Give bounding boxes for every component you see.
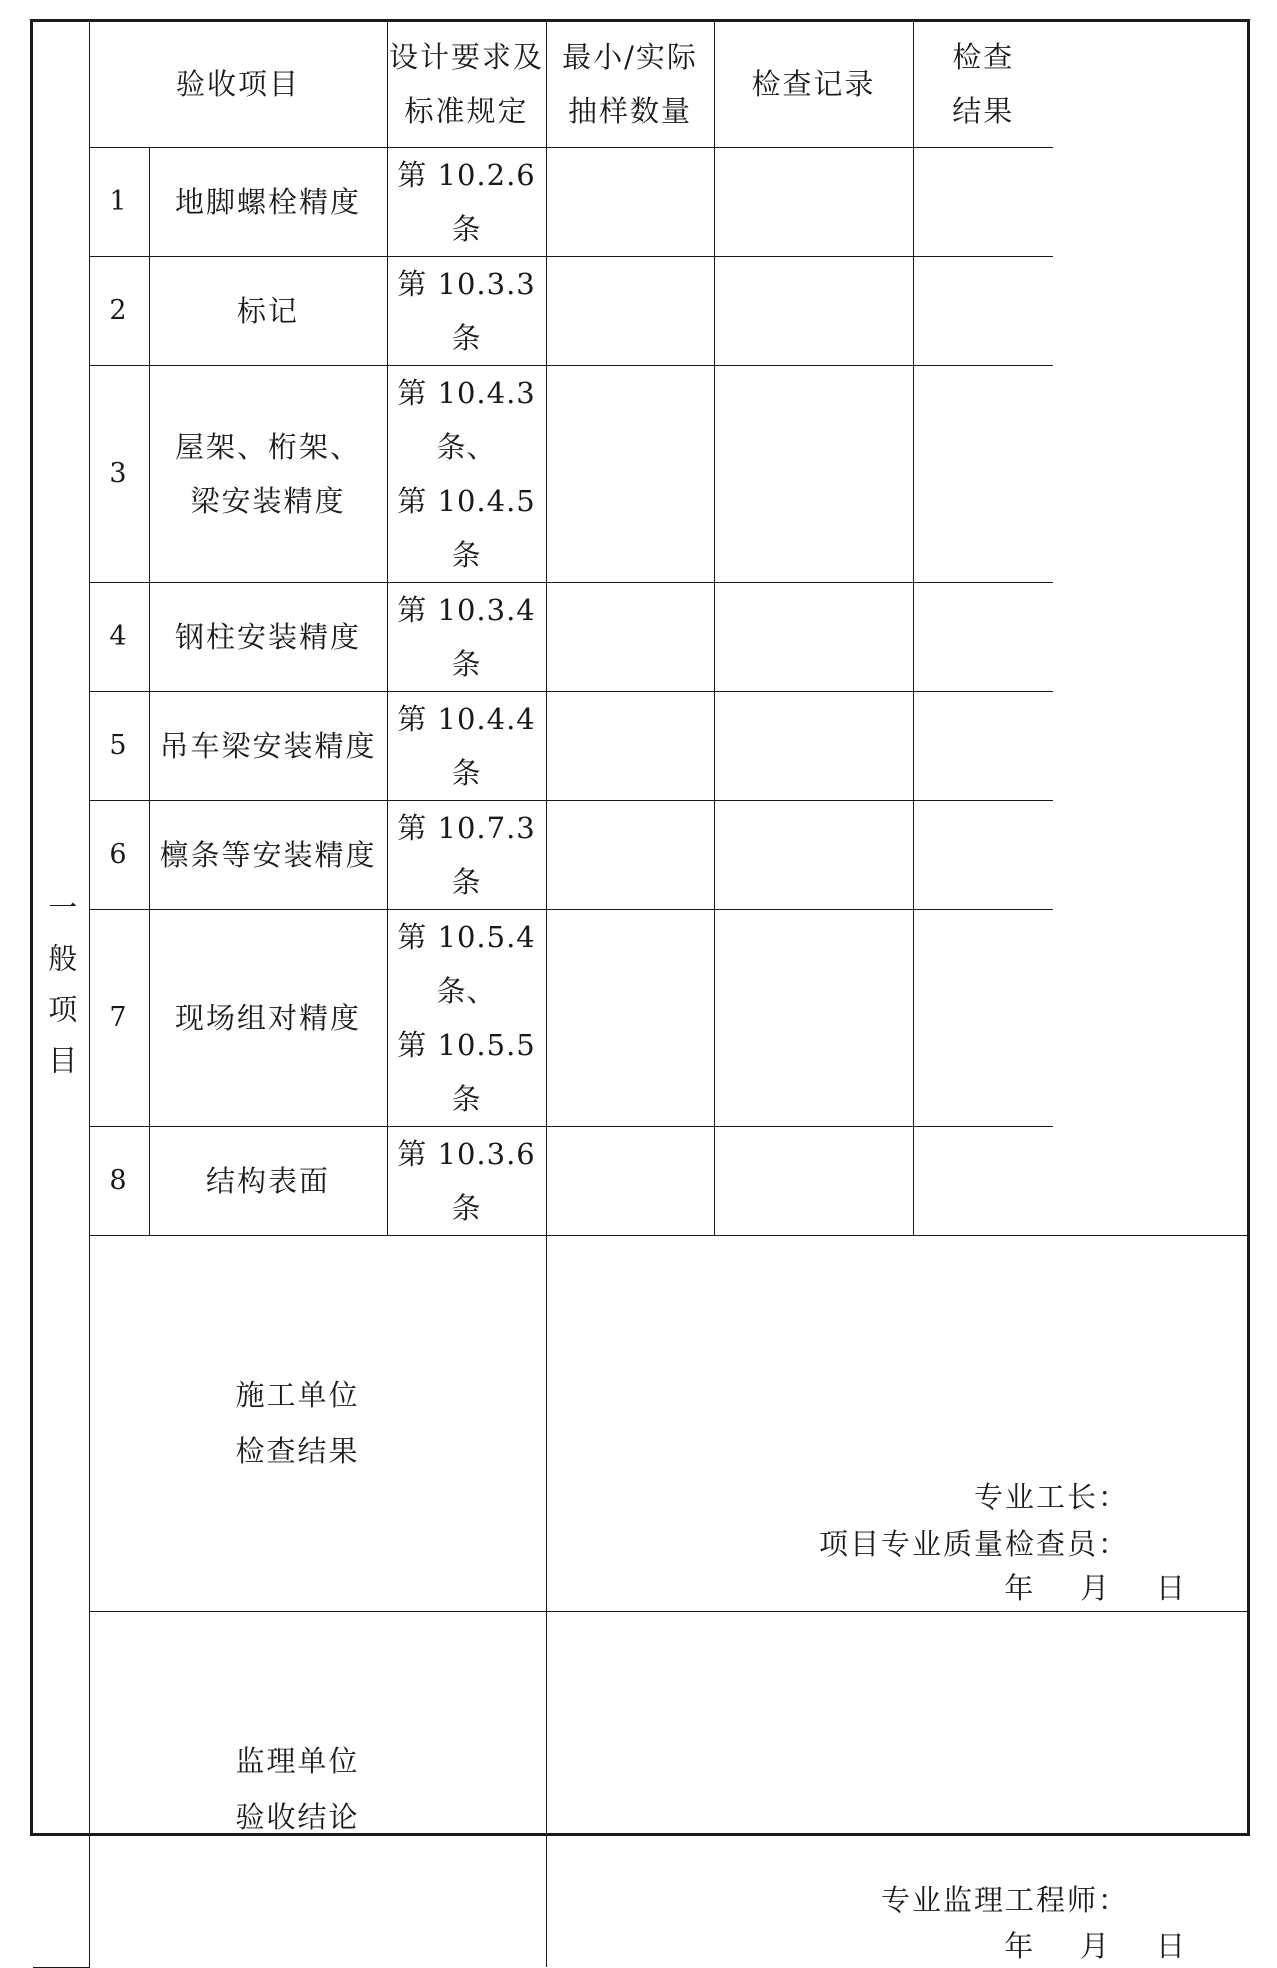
foreman-label: 专业工长： — [973, 1479, 1129, 1514]
row-item-name: 结构表面 — [149, 1126, 387, 1235]
supervising-engineer-label: 专业监理工程师： — [880, 1882, 1129, 1917]
header-sample: 最小/实际 抽样数量 — [546, 22, 714, 147]
row-record-cell[interactable] — [714, 909, 913, 1126]
construction-row — [33, 1235, 1247, 1611]
row-record-cell[interactable] — [714, 800, 913, 909]
row-clause: 第 10.4.4 条 — [387, 691, 546, 800]
row-record-cell[interactable] — [714, 365, 913, 582]
row-number: 3 — [89, 365, 149, 582]
row-number: 6 — [89, 800, 149, 909]
header-row — [33, 22, 1247, 147]
quality-inspector-label: 项目专业质量检查员： — [818, 1526, 1129, 1561]
row-record-cell[interactable] — [714, 582, 913, 691]
row-number: 2 — [89, 256, 149, 365]
row-record-cell[interactable] — [714, 1126, 913, 1235]
row-item-name: 钢柱安装精度 — [149, 582, 387, 691]
row-clause: 第 10.5.4 条、 第 10.5.5 条 — [387, 909, 546, 1126]
row-clause: 第 10.3.6 条 — [387, 1126, 546, 1235]
table-row — [33, 256, 1247, 365]
row-sample-cell[interactable] — [546, 582, 714, 691]
row-number: 4 — [89, 582, 149, 691]
row-clause: 第 10.3.4 条 — [387, 582, 546, 691]
row-item-name: 吊车梁安装精度 — [149, 691, 387, 800]
row-clause: 第 10.3.3 条 — [387, 256, 546, 365]
row-result-cell[interactable] — [913, 1126, 1053, 1235]
table-row — [33, 147, 1247, 256]
row-item-name: 檩条等安装精度 — [149, 800, 387, 909]
header-item: 验收项目 — [89, 22, 387, 147]
inspection-table — [33, 22, 1247, 1968]
row-number: 8 — [89, 1126, 149, 1235]
row-result-cell[interactable] — [913, 909, 1053, 1126]
supervision-label: 监理单位 验收结论 — [89, 1611, 546, 1967]
row-result-cell[interactable] — [913, 582, 1053, 691]
supervision-date: 年 月 日 — [1004, 1928, 1187, 1963]
row-record-cell[interactable] — [714, 691, 913, 800]
row-record-cell[interactable] — [714, 147, 913, 256]
header-requirement: 设计要求及 标准规定 — [387, 22, 546, 147]
table-row — [33, 691, 1247, 800]
row-record-cell[interactable] — [714, 256, 913, 365]
row-sample-cell[interactable] — [546, 1126, 714, 1235]
row-clause: 第 10.4.3 条、 第 10.4.5 条 — [387, 365, 546, 582]
header-result: 检查 结果 — [913, 22, 1053, 147]
row-clause: 第 10.2.6 条 — [387, 147, 546, 256]
row-number: 1 — [89, 147, 149, 256]
row-sample-cell[interactable] — [546, 147, 714, 256]
header-record: 检查记录 — [714, 22, 913, 147]
row-result-cell[interactable] — [913, 800, 1053, 909]
row-number: 7 — [89, 909, 149, 1126]
construction-label: 施工单位 检查结果 — [89, 1235, 546, 1611]
supervision-row — [33, 1611, 1247, 1967]
row-item-name: 屋架、桁架、 梁安装精度 — [149, 365, 387, 582]
section-label: 一般项目 — [33, 22, 89, 1967]
supervision-sign-area[interactable] — [546, 1611, 1247, 1967]
table-row — [33, 800, 1247, 909]
inspection-form — [30, 19, 1250, 1963]
row-result-cell[interactable] — [913, 147, 1053, 256]
row-result-cell[interactable] — [913, 365, 1053, 582]
row-result-cell[interactable] — [913, 256, 1053, 365]
row-number: 5 — [89, 691, 149, 800]
table-row — [33, 1126, 1247, 1235]
row-sample-cell[interactable] — [546, 365, 714, 582]
row-sample-cell[interactable] — [546, 256, 714, 365]
row-result-cell[interactable] — [913, 691, 1053, 800]
row-item-name: 地脚螺栓精度 — [149, 147, 387, 256]
row-sample-cell[interactable] — [546, 909, 714, 1126]
construction-sign-area[interactable] — [546, 1235, 1247, 1611]
row-item-name: 现场组对精度 — [149, 909, 387, 1126]
row-item-name: 标记 — [149, 256, 387, 365]
row-clause: 第 10.7.3 条 — [387, 800, 546, 909]
table-row — [33, 582, 1247, 691]
table-row — [33, 909, 1247, 1126]
construction-date: 年 月 日 — [1004, 1570, 1187, 1605]
row-sample-cell[interactable] — [546, 800, 714, 909]
table-row — [33, 365, 1247, 582]
row-sample-cell[interactable] — [546, 691, 714, 800]
